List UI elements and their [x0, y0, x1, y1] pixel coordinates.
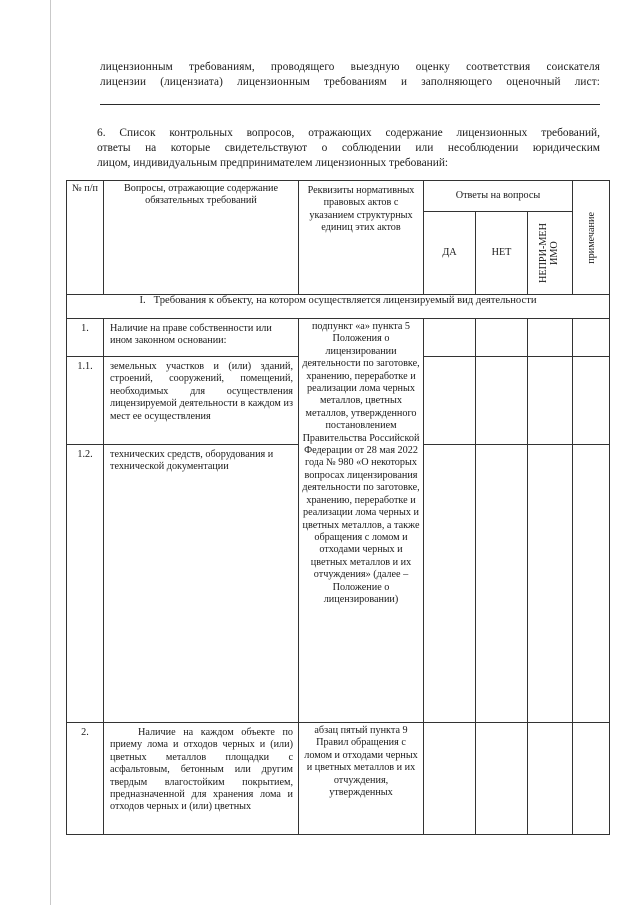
row-question: Наличие на каждом объекте по приему лома и отходов черных и (или) цветных металлов площадки с асфальтовым, бетонным или другим твердым влагостойким покрытием, предназначенной для хранения лома и отходов черных и (или) цветных: [104, 723, 299, 835]
answer-na-cell[interactable]: [528, 319, 573, 357]
section-6-line-1: 6. Список контрольных вопросов, отражающих содержание лицензионных требований,: [97, 127, 600, 139]
intro-text: [100, 60, 600, 90]
row-question: Наличие на праве собственности или ином законном основании:: [104, 319, 299, 357]
note-cell[interactable]: [573, 357, 610, 445]
note-cell[interactable]: [573, 723, 610, 835]
header-questions: Вопросы, отражающие содержание обязательных требований: [104, 181, 299, 295]
intro-line-2: лицензии (лицензиата) лицензионным требованиям и заполняющего оценочный лист:: [100, 76, 600, 88]
header-note: примечание: [585, 211, 597, 264]
checklist-table: [66, 180, 610, 835]
answer-no-cell[interactable]: [476, 319, 528, 357]
row-question: земельных участков и (или) зданий, строений, сооружений, помещений, необходимых для осуществления лицензируемой деятельности в каждом из мест ее осуществления: [104, 357, 299, 445]
answer-yes-cell[interactable]: [424, 319, 476, 357]
header-note-cell: [573, 181, 610, 295]
section-6-text: [97, 126, 600, 171]
table-header-row: [67, 181, 610, 212]
section-number: I.: [139, 295, 146, 306]
section-title-cell: [67, 295, 610, 319]
header-yes: ДА: [424, 212, 476, 295]
answer-na-cell[interactable]: [528, 445, 573, 723]
row-number: 1.: [67, 319, 104, 357]
header-number: № п/п: [67, 181, 104, 295]
note-cell[interactable]: [573, 445, 610, 723]
page-margin-line: [50, 0, 51, 905]
intro-line-1: лицензионным требованиям, проводящего выездную оценку соответствия соискателя: [100, 61, 600, 73]
table-row: [67, 723, 610, 835]
section-6-line-2: ответы на которые свидетельствуют о соблюдении или несоблюдении юридическим: [97, 142, 600, 154]
answer-na-cell[interactable]: [528, 723, 573, 835]
table-row: [67, 319, 610, 357]
row-requisite: абзац пятый пункта 9 Правил обращения с ломом и отходами черных и цветных металлов и их отчуждения, утвержденных: [299, 723, 424, 835]
header-na-cell: [528, 212, 573, 295]
answer-no-cell[interactable]: [476, 357, 528, 445]
header-requisites: Реквизиты нормативных правовых актов с указанием структурных единиц этих актов: [299, 181, 424, 295]
header-no: НЕТ: [476, 212, 528, 295]
answer-no-cell[interactable]: [476, 445, 528, 723]
answer-yes-cell[interactable]: [424, 357, 476, 445]
note-cell[interactable]: [573, 319, 610, 357]
fill-in-line: [100, 104, 600, 105]
row-number: 2.: [67, 723, 104, 835]
row-number: 1.2.: [67, 445, 104, 723]
answer-yes-cell[interactable]: [424, 723, 476, 835]
row-requisite: подпункт «а» пункта 5 Положения о лицензировании деятельности по заготовке, хранению, переработке и реализации лома черных металлов, цветных металлов, утвержденного постановлением Правительства Российской Федерации от 28 мая 2022 года № 980 «О некоторых вопросах лицензирования деятельности по заготовке, хранению, переработке и реализации лома черных и цветных металлов, а также обращения с ломом и отходами черных и цветных металлов и их отчуждения» (далее – Положение о лицензировании): [299, 319, 424, 723]
row-number: 1.1.: [67, 357, 104, 445]
row-question: технических средств, оборудования и технической документации: [104, 445, 299, 723]
section-row: [67, 295, 610, 319]
header-answers: Ответы на вопросы: [424, 181, 573, 212]
answer-yes-cell[interactable]: [424, 445, 476, 723]
answer-no-cell[interactable]: [476, 723, 528, 835]
answer-na-cell[interactable]: [528, 357, 573, 445]
section-title: Требования к объекту, на котором осуществляется лицензируемый вид деятельности: [153, 295, 537, 306]
section-6-line-3: лицом, индивидуальным предпринимателем лицензионных требований:: [97, 157, 449, 169]
header-na: НЕПРИ-МЕНИМО: [538, 223, 560, 283]
